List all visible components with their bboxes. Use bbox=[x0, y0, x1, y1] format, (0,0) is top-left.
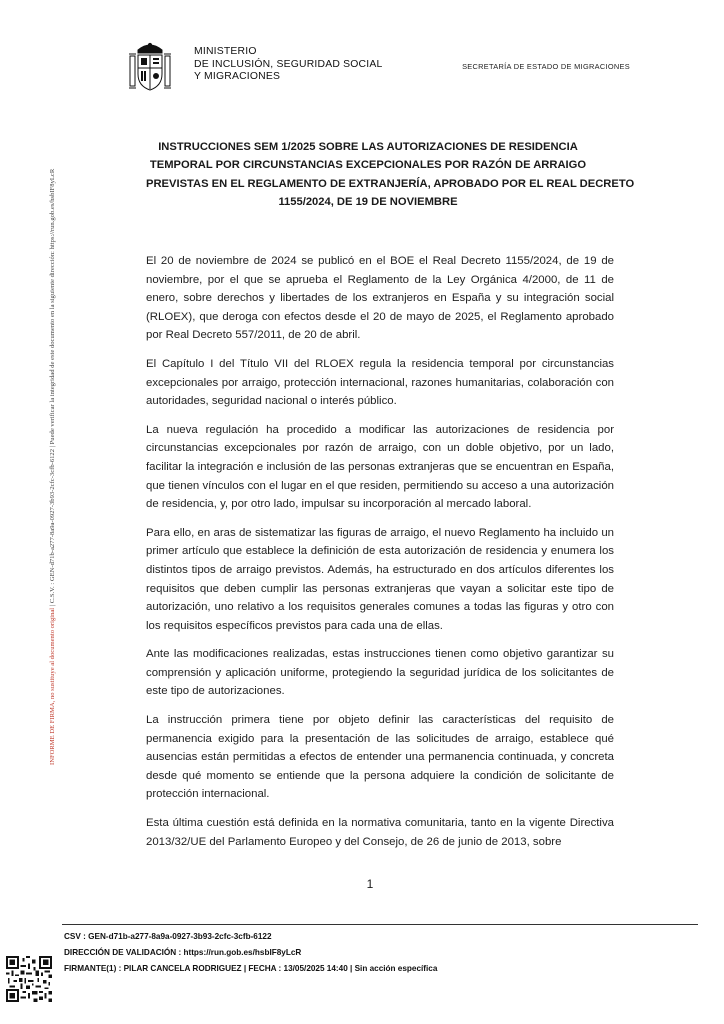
title-line: TEMPORAL POR CIRCUNSTANCIAS EXCEPCIONALES POR RAZÓN DE ARRAIGO bbox=[149, 159, 587, 172]
paragraph: La instrucción primera tiene por objeto definir las características del requisito de permanencia exigido para la presentación de las solicitudes de arraigo, establece qué ausencias están permitidas a efectos de entender una permanencia continuada, y concreta desde qué momento se entiende que la persona adquiere la condición de solicitante de protección internacional. bbox=[146, 714, 614, 801]
title-line: PREVISTAS EN EL REGLAMENTO DE EXTRANJERÍA, APROBADO POR EL REAL DECRETO bbox=[146, 177, 635, 190]
page-number: 1 bbox=[366, 877, 374, 891]
footer-divider bbox=[62, 924, 698, 925]
document-body bbox=[146, 252, 614, 861]
paragraph: Para ello, en aras de sistematizar las figuras de arraigo, el nuevo Reglamento ha incluido un primer artículo que establece la definición de esta autorización de residencia y enumera los distintos tipos de arraigo previstos. Además, ha estructurado en dos artículos diferentes los requisitos que deben cumplir las personas extranjeras que vayan a solicitar este tipo de autorización, uno relativo a los requisitos generales comunes a todas las figuras y otro con los requisitos específicos previstos para cada una de ellas. bbox=[146, 526, 614, 632]
secretaria-label: SECRETARÍA DE ESTADO DE MIGRACIONES bbox=[462, 62, 630, 71]
ministry-name bbox=[194, 46, 382, 84]
ministry-line: Y MIGRACIONES bbox=[194, 71, 281, 82]
coat-of-arms-icon bbox=[128, 42, 172, 94]
footer-validation-url[interactable]: DIRECCIÓN DE VALIDACIÓN : https://run.gob.es/hsbIF8yLcR bbox=[64, 948, 302, 957]
footer-signer: FIRMANTE(1) : PILAR CANCELA RODRIGUEZ | FECHA : 13/05/2025 14:40 | Sin acción específica bbox=[64, 964, 438, 973]
ministry-line: MINISTERIO bbox=[194, 46, 257, 57]
title-line: 1155/2024, DE 19 DE NOVIEMBRE bbox=[278, 196, 458, 209]
side-verification-note bbox=[48, 65, 58, 765]
paragraph: El 20 de noviembre de 2024 se publicó en el BOE el Real Decreto 1155/2024, de 19 de noviembre, por el que se aprueba el Reglamento de la Ley Orgánica 4/2000, de 11 de enero, sobre derechos y libertades de los extranjeros en España y su integración social (RLOEX), que deroga con efectos desde el 20 de mayo de 2025, el Reglamento aprobado por Real Decreto 557/2011, de 20 de abril. bbox=[146, 255, 614, 342]
side-note-warning: INFORME DE FIRMA, no sustituye al documento original bbox=[49, 607, 56, 765]
side-note-csv: | C.S.V. : GEN-d71b-a277-8a9a-0927-3b93-2cfc-3cfb-6122 | Puede verificar la integridad de este documento en la siguiente dirección: https://run.gob.es/hsbIF8yLcR bbox=[49, 168, 56, 608]
paragraph: Esta última cuestión está definida en la normativa comunitaria, tanto en la vigente Directiva 2013/32/UE del Parlamento Europeo y del Consejo, de 26 de junio de 2013, sobre bbox=[146, 817, 614, 848]
ministry-line: DE INCLUSIÓN, SEGURIDAD SOCIAL bbox=[194, 58, 383, 70]
paragraph: Ante las modificaciones realizadas, estas instrucciones tienen como objetivo garantizar su comprensión y aplicación uniforme, protegiendo la seguridad jurídica de los solicitantes de este tipo de autorizaciones. bbox=[146, 648, 614, 698]
paragraph: El Capítulo I del Título VII del RLOEX regula la residencia temporal por circunstancias excepcionales por arraigo, protección internacional, razones humanitarias, colaboración con autoridades, seguridad nacional o interés público. bbox=[146, 357, 614, 408]
signature-footer bbox=[64, 929, 437, 977]
title-line: INSTRUCCIONES SEM 1/2025 SOBRE LAS AUTORIZACIONES DE RESIDENCIA bbox=[158, 141, 578, 153]
document-title bbox=[146, 138, 635, 212]
paragraph: La nueva regulación ha procedido a modificar las autorizaciones de residencia por circunstancias excepcionales por razón de arraigo, con un doble objetivo, por un lado, facilitar la integración e inclusión de las personas extranjeras que se encuentran en España, que tienen vínculos con el lugar en el que residen, permitiendo su acceso a una autorización de residencia, y, por otro lado, impulsar su incorporación al mercado laboral. bbox=[146, 423, 614, 511]
footer-csv: CSV : GEN-d71b-a277-8a9a-0927-3b93-2cfc-3cfb-6122 bbox=[64, 932, 272, 941]
qr-code-icon bbox=[6, 956, 52, 1002]
